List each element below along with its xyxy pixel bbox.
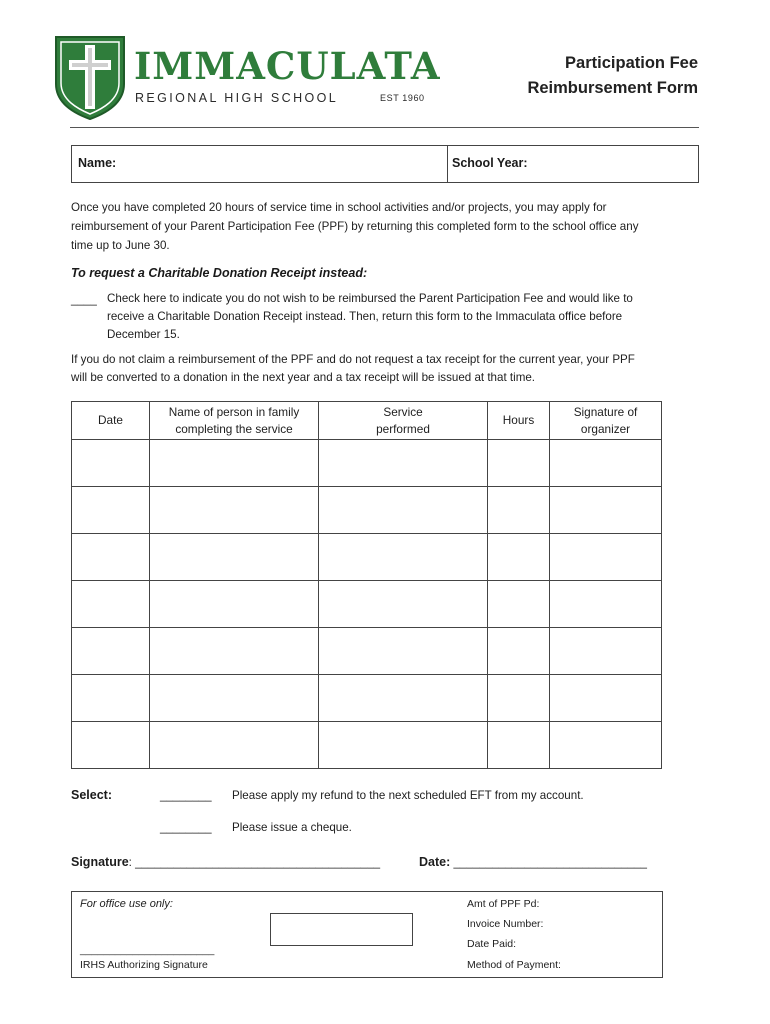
intro-line: time up to June 30. (71, 239, 170, 252)
intro-line: Once you have completed 20 hours of service time in school activities and/or projects, you may apply for (71, 201, 607, 214)
signature-line[interactable] (71, 853, 380, 872)
signature-label: Signature (71, 855, 129, 869)
name-field[interactable] (125, 147, 443, 180)
cheque-option-text: Please issue a cheque. (232, 821, 352, 834)
cell-service[interactable] (319, 722, 488, 769)
table-row (72, 581, 662, 628)
charitable-checkbox-blank[interactable]: ____ (71, 293, 97, 306)
cell-service[interactable] (319, 440, 488, 487)
table-row (72, 534, 662, 581)
cell-signature[interactable] (550, 487, 662, 534)
charitable-text (107, 290, 633, 344)
intro-line: reimbursement of your Parent Participation Fee (PPF) by returning this completed form to the school office any (71, 220, 639, 233)
name-box-divider (447, 146, 448, 182)
cell-signature[interactable] (550, 581, 662, 628)
col-header-date: Date (72, 402, 150, 440)
col-header-signature: Signature of organizer (550, 402, 662, 440)
cell-person[interactable] (150, 534, 319, 581)
cell-date[interactable] (72, 487, 150, 534)
select-label: Select: (71, 788, 112, 802)
date-blank[interactable]: ______________________________ (450, 856, 647, 869)
cell-person[interactable] (150, 440, 319, 487)
cell-person[interactable] (150, 675, 319, 722)
eft-option-blank[interactable]: ________ (160, 789, 212, 802)
authorizing-signature-caption: IRHS Authorizing Signature (80, 959, 208, 971)
cell-signature[interactable] (550, 440, 662, 487)
cell-service[interactable] (319, 487, 488, 534)
date-line[interactable] (419, 853, 647, 872)
charitable-line: receive a Charitable Donation Receipt instead. Then, return this form to the Immaculata office before (107, 310, 623, 323)
cell-date[interactable] (72, 675, 150, 722)
cell-hours[interactable] (488, 675, 550, 722)
col-header-person: Name of person in family completing the service (150, 402, 319, 440)
col-header-hours: Hours (488, 402, 550, 440)
table-row (72, 722, 662, 769)
cell-signature[interactable] (550, 675, 662, 722)
office-use-label: For office use only: (80, 898, 173, 910)
form-title-line2: Reimbursement Form (527, 79, 698, 97)
cell-service[interactable] (319, 628, 488, 675)
cell-date[interactable] (72, 534, 150, 581)
date-paid-label: Date Paid: (467, 938, 517, 950)
school-name: IMMACULATA (134, 44, 441, 88)
charitable-heading: To request a Charitable Donation Receipt instead: (71, 266, 368, 280)
cell-hours[interactable] (488, 440, 550, 487)
form-title-line1: Participation Fee (565, 54, 698, 72)
table-row (72, 628, 662, 675)
col-header-service: Service performed (319, 402, 488, 440)
cell-service[interactable] (319, 675, 488, 722)
school-crest-logo (54, 34, 126, 120)
conversion-line: will be converted to a donation in the next year and a tax receipt will be issued at that time. (71, 371, 536, 384)
header-rule (70, 127, 699, 128)
date-label: Date: (419, 855, 451, 869)
cell-date[interactable] (72, 440, 150, 487)
office-stamp-box[interactable] (270, 913, 413, 946)
cell-date[interactable] (72, 581, 150, 628)
signature-blank[interactable]: : ______________________________________ (128, 856, 381, 869)
invoice-number-label: Invoice Number: (467, 918, 544, 930)
table-row (72, 440, 662, 487)
table-row (72, 675, 662, 722)
cell-service[interactable] (319, 581, 488, 628)
form-title (527, 51, 698, 101)
cell-date[interactable] (72, 628, 150, 675)
conversion-note (71, 351, 635, 387)
cell-hours[interactable] (488, 487, 550, 534)
cell-signature[interactable] (550, 534, 662, 581)
eft-option-text: Please apply my refund to the next scheduled EFT from my account. (232, 789, 584, 802)
school-year-field[interactable] (535, 147, 695, 180)
table-header-row (72, 402, 662, 440)
school-year-label: School Year: (452, 156, 528, 170)
cheque-option-blank[interactable]: ________ (160, 821, 212, 834)
cell-signature[interactable] (550, 722, 662, 769)
charitable-line: December 15. (107, 328, 180, 341)
school-est: EST 1960 (380, 93, 425, 103)
cell-hours[interactable] (488, 581, 550, 628)
intro-paragraph (71, 198, 639, 255)
cell-person[interactable] (150, 581, 319, 628)
table-row (72, 487, 662, 534)
conversion-line: If you do not claim a reimbursement of the PPF and do not request a tax receipt for the current year, your PPF (71, 353, 635, 366)
cell-date[interactable] (72, 722, 150, 769)
name-label: Name: (78, 156, 117, 170)
school-subtitle: REGIONAL HIGH SCHOOL (135, 91, 339, 105)
cell-person[interactable] (150, 487, 319, 534)
cell-service[interactable] (319, 534, 488, 581)
cell-hours[interactable] (488, 722, 550, 769)
amt-ppf-label: Amt of PPF Pd: (467, 898, 540, 910)
cell-person[interactable] (150, 628, 319, 675)
method-of-payment-label: Method of Payment: (467, 959, 561, 971)
cell-hours[interactable] (488, 534, 550, 581)
authorizing-signature-line[interactable]: _______________________ (80, 944, 215, 956)
charitable-line: Check here to indicate you do not wish to be reimbursed the Parent Participation Fee and would like to (107, 292, 633, 305)
cell-hours[interactable] (488, 628, 550, 675)
cell-signature[interactable] (550, 628, 662, 675)
cell-person[interactable] (150, 722, 319, 769)
service-hours-table (71, 401, 662, 769)
